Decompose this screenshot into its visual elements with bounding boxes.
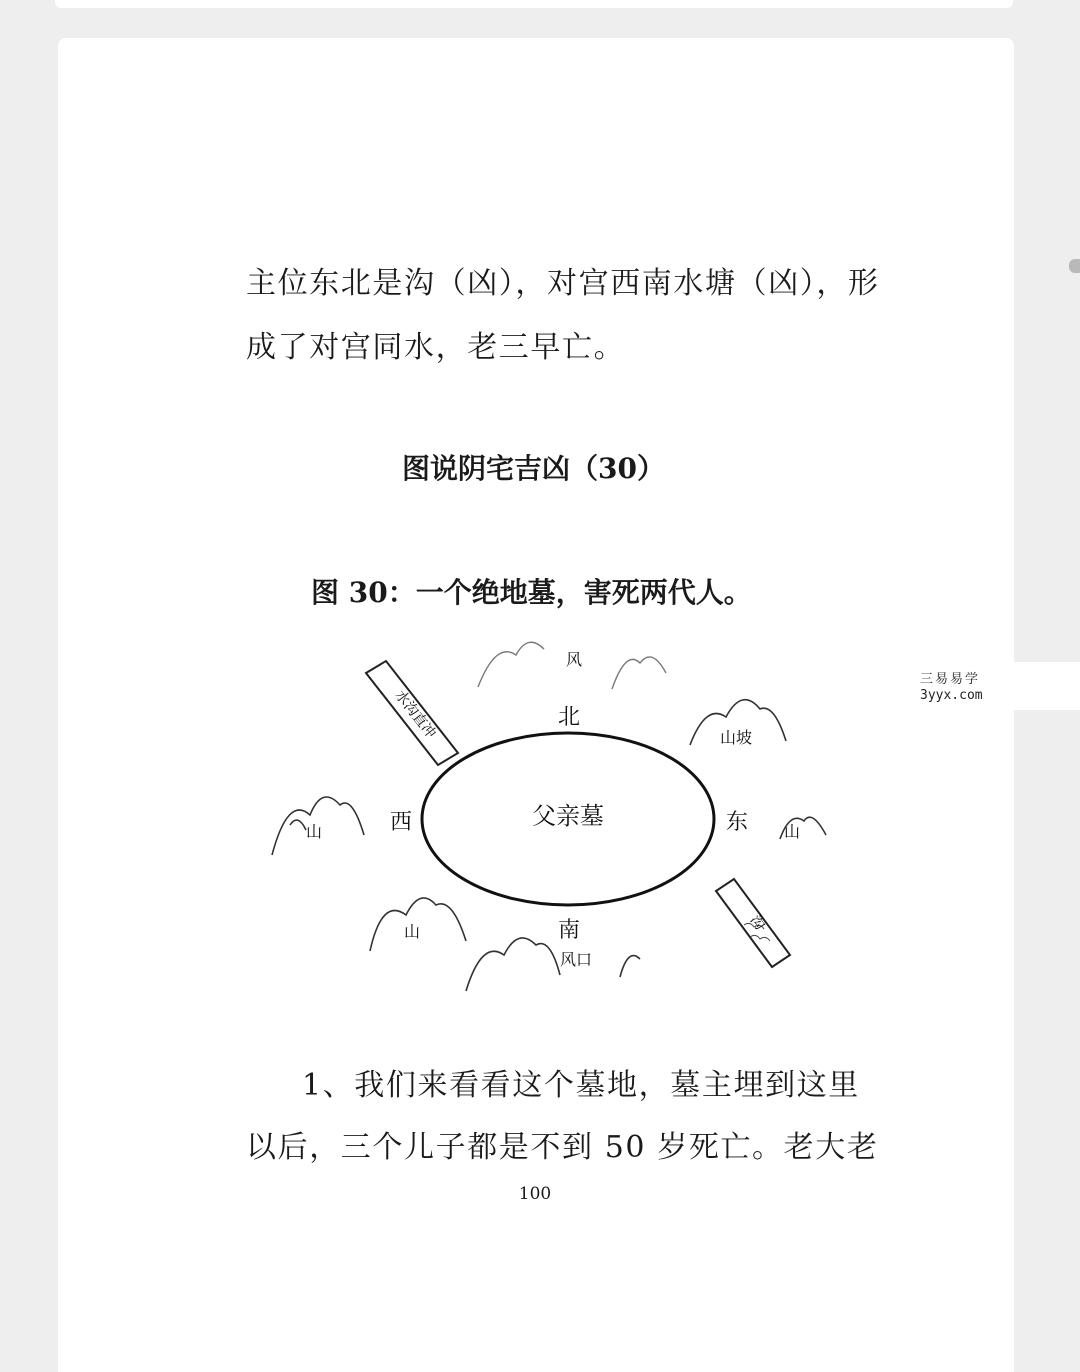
direction-west-label: 西 [389,810,413,835]
ditch-se-label: 沟 [746,912,768,934]
tomb-diagram [260,625,840,1015]
scrollbar-handle[interactable] [1069,259,1080,273]
tomb-label: 父亲墓 [532,802,604,830]
paragraph-line-1: 主位东北是沟（凶），对宫西南水塘（凶），形 [246,266,880,301]
mountain-label-west: 山 [305,822,323,841]
mountain-label-east: 山 [783,822,801,841]
paragraph-line-2: 成了对宫同水，老三早亡。 [246,330,626,365]
watermark-url: 3yyx.com [920,688,983,703]
page-number: 100 [518,1184,552,1204]
paragraph-line-3: 1、我们来看看这个墓地，墓主埋到这里 [302,1068,860,1103]
wind-label: 风 [565,650,583,669]
section-title: 图说阴宅吉凶（30） [402,452,665,485]
watermark [906,662,1080,710]
slope-label: 山坡 [719,728,753,747]
previous-page-edge [55,0,1013,8]
direction-south-label: 南 [557,918,581,943]
mountain-icon [466,938,640,991]
direction-east-label: 东 [725,810,749,835]
watermark-name: 三易易学 [920,672,981,687]
paragraph-line-4: 以后，三个儿子都是不到 50 岁死亡。老大老 [246,1130,879,1165]
ditch-nw-label: 水沟直冲 [391,687,439,742]
direction-north-label: 北 [557,705,581,730]
mountain-label-southwest: 山 [403,922,421,941]
wind-mouth-label: 风口 [559,950,593,969]
figure-caption: 图 30：一个绝地墓，害死两代人。 [311,576,752,609]
